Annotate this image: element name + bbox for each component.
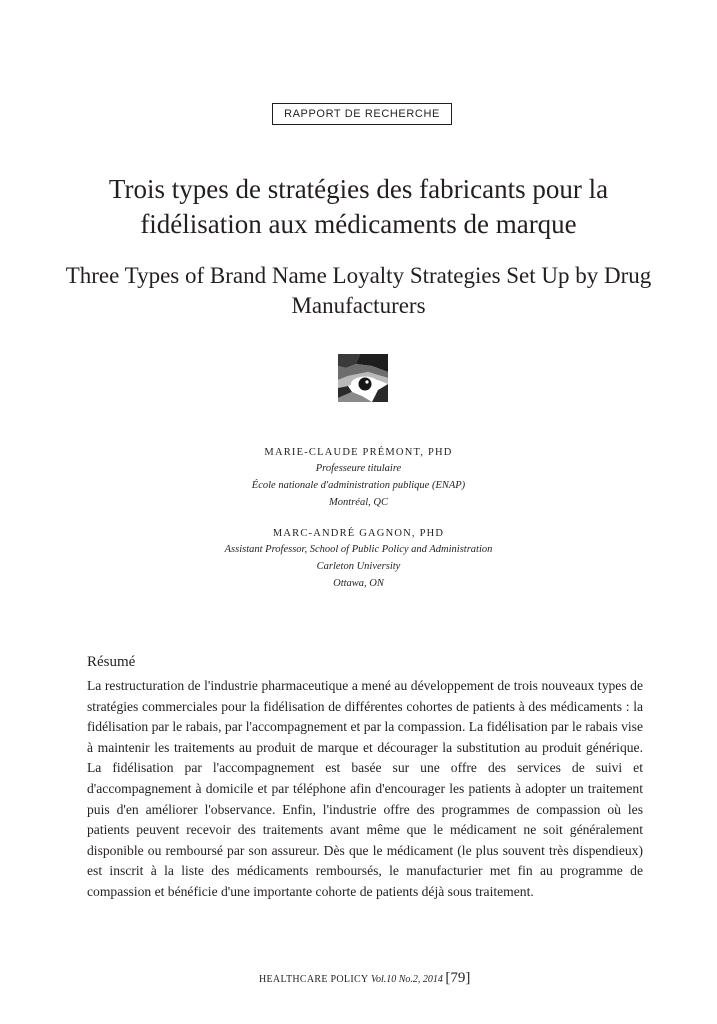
author-institution: École nationale d'administration publique (ENAP) [251, 480, 466, 491]
page-footer [259, 970, 479, 987]
section-label [272, 103, 452, 125]
page-number: [79] [445, 970, 471, 986]
author-name: MARIE-CLAUDE PRÉMONT, PHD [264, 447, 453, 458]
journal-volume: Vol.10 No.2, 2014 [370, 974, 443, 985]
author-title: Assistant Professor, School of Public Policy and Administration [224, 544, 493, 555]
article-title-french: Trois types de stratégies des fabricants pour la fidélisation aux médicaments de marque [108, 174, 609, 239]
author-block [60, 526, 657, 592]
author-title: Professeure titulaire [315, 463, 402, 474]
author-name: MARC-ANDRÉ GAGNON, PHD [272, 528, 445, 539]
author-institution: Carleton University [316, 561, 401, 572]
abstract-body: La restructuration de l'industrie pharmaceutique a mené au développement de trois nouveaux types de stratégies commerciales pour la fidélisation de différentes cohortes de patients à des médicaments : la fidélisation par le rabais, par l'accompagnement et par la compassion. La fidélisation par le rabais vise à maintenir les traitements au produit de marque et décourager la substitution au produit générique. La fidélisation par l'accompagnement est basée sur une offre des services de suivi et d'accompagnement à domicile et par téléphone afin d'encourager les patients à adopter un traitement puis d'en améliorer l'observance. Enfin, l'industrie offre des programmes de compassion où les patients peuvent recevoir des traitements avant même que le médicament ne soit généralement disponible ou remboursé par son assureur. Dès que le médicament (le plus souvent très dispendieux) est inscrit à la liste des médicaments remboursés, le manufacturier met fin au programme de compassion et bénéficie d'une importante cohorte de patients déjà sous traitement. [87, 678, 643, 899]
section-label-text: RAPPORT DE RECHERCHE [284, 108, 440, 120]
author-block [60, 445, 657, 511]
journal-name: HEALTHCARE POLICY [259, 974, 369, 985]
author-location: Ottawa, ON [333, 578, 384, 589]
abstract-heading: Résumé [87, 654, 136, 670]
article-title-english: Three Types of Brand Name Loyalty Strategies Set Up by Drug Manufacturers [65, 263, 652, 318]
author-location: Montréal, QC [329, 497, 388, 508]
eye-logo-icon [338, 354, 388, 402]
